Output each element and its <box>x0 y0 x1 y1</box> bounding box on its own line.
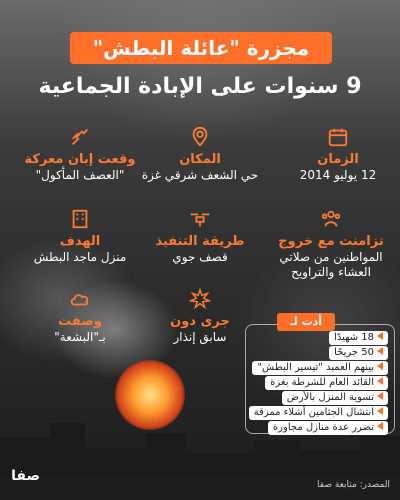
bullet-icon <box>377 362 383 370</box>
explosion-icon <box>189 288 211 310</box>
cell-label: جرى دون <box>170 314 230 329</box>
info-cell-target <box>20 208 140 265</box>
info-cell-warning <box>140 288 260 345</box>
source-credit: المصدر: متابعة صفا <box>317 480 390 490</box>
list-item: انتشال الجثامين أشلاء ممزقة <box>249 406 388 420</box>
list-item: 18 شهيدًا <box>329 331 388 345</box>
subtitle: 9 سنوات على الإبادة الجماعية <box>38 74 362 99</box>
bullet-icon <box>377 377 383 385</box>
bullet-icon <box>377 332 383 340</box>
bullet-icon <box>377 347 383 355</box>
location-pin-icon <box>189 126 211 148</box>
list-item: بينهم العميد "تيسير البطش" <box>252 361 388 375</box>
fighter-jets-icon <box>69 126 91 148</box>
crowd-icon <box>320 208 342 230</box>
drone-icon <box>189 208 211 230</box>
cell-value: قصف جوي <box>172 250 228 264</box>
info-cell-time <box>278 126 398 183</box>
cell-value: المواطنين من صلاتي العشاء والتراويح <box>279 250 383 279</box>
info-cell-battle <box>20 126 140 183</box>
cell-label: طريقة التنفيذ <box>155 234 245 249</box>
bullet-icon <box>377 422 383 430</box>
bullet-icon <box>377 392 383 400</box>
info-cell-place <box>140 126 260 183</box>
building-icon <box>69 208 91 230</box>
bullet-icon <box>377 407 383 415</box>
cell-label: وقعت إبان معركة <box>24 152 136 167</box>
cell-label: الهدف <box>59 234 101 249</box>
info-cell-coincided <box>265 208 397 280</box>
info-cell-method <box>140 208 260 265</box>
cloud-icon <box>69 288 91 310</box>
list-item: تسوية المنزل بالأرض <box>282 391 388 405</box>
cell-value: "العصف المأكول" <box>35 168 125 182</box>
cell-value: بـ"البشعة" <box>54 330 106 344</box>
list-item: 50 جريحًا <box>329 346 388 360</box>
outcome-heading: أدت لـ <box>277 313 335 331</box>
title-badge: مجزرة "عائلة البطش" <box>70 32 332 64</box>
cell-label: وصفت <box>58 314 102 329</box>
safa-logo <box>11 468 40 484</box>
cell-label: المكان <box>179 152 221 167</box>
calendar-icon <box>327 126 349 148</box>
list-item: تضرر عدة منازل مجاورة <box>268 421 388 435</box>
logo-mark: صفا <box>11 468 40 484</box>
cell-value: سابق إنذار <box>173 330 227 344</box>
list-item: القائد العام للشرطة بغزة <box>265 376 388 390</box>
cell-value: حي الشعف شرقي غزة <box>141 168 259 182</box>
cell-label: تزامنت مع خروج <box>278 234 384 249</box>
cell-value: منزل ماجد البطش <box>33 250 127 264</box>
cell-label: الزمان <box>317 152 359 167</box>
cell-value: 12 يوليو 2014 <box>299 168 377 182</box>
info-cell-described <box>20 288 140 345</box>
